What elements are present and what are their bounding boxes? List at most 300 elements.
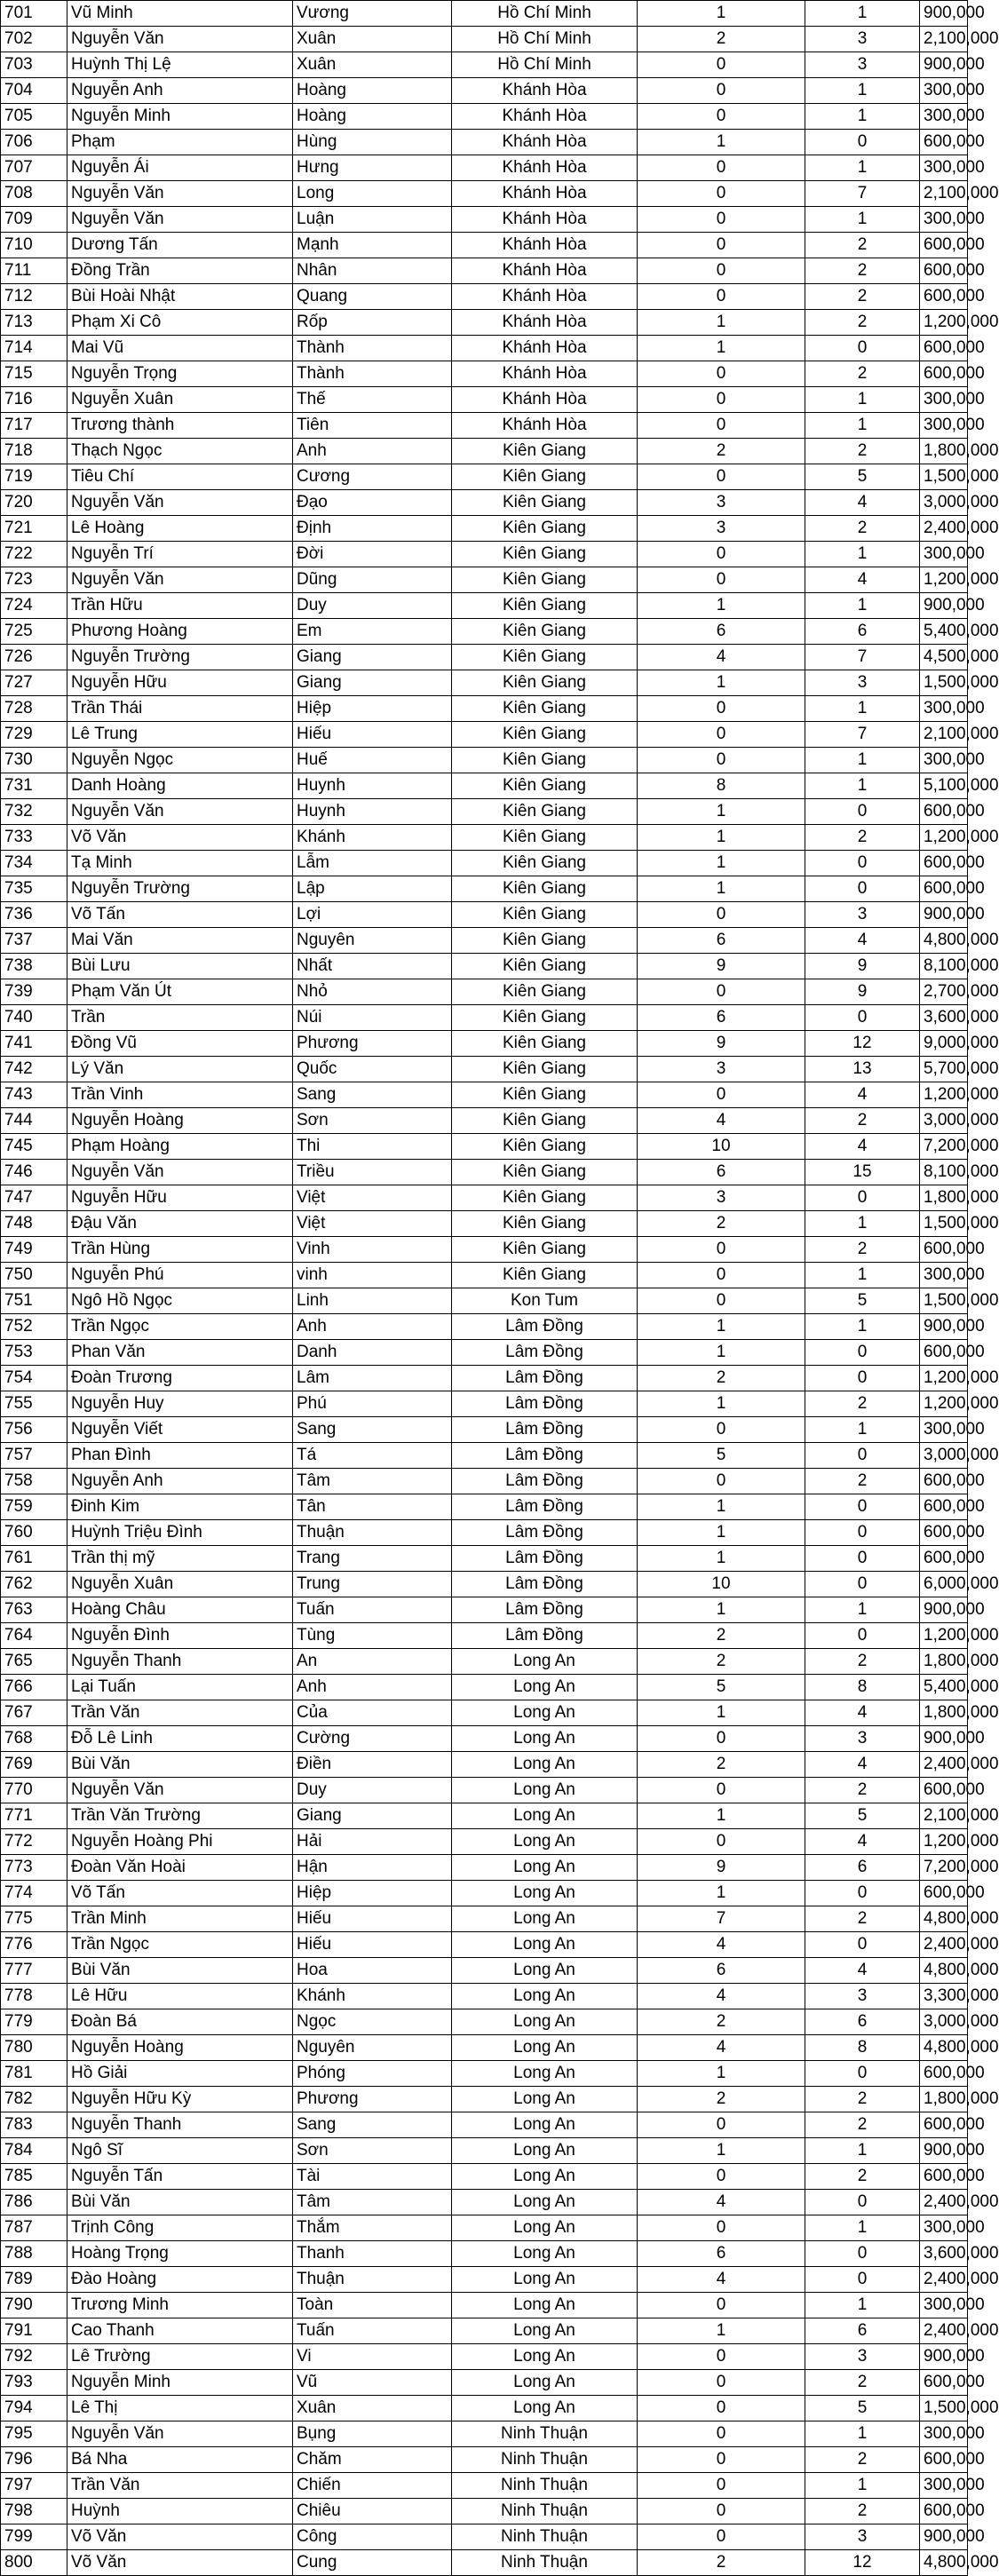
- cell-family-name: Ngô Sĩ: [67, 2138, 293, 2164]
- cell-count-a: 4: [638, 2035, 805, 2061]
- cell-count-a: 0: [638, 1082, 805, 1108]
- table-row: [1, 1752, 968, 1778]
- cell-province: Khánh Hòa: [452, 130, 638, 155]
- cell-given-name: Vinh: [293, 1237, 452, 1263]
- cell-province: Long An: [452, 1675, 638, 1700]
- cell-count-b: 2: [805, 516, 920, 542]
- cell-amount: 3,300,000: [920, 1984, 968, 2009]
- cell-family-name: Nguyễn Văn: [67, 799, 293, 825]
- cell-given-name: Cung: [293, 2550, 452, 2576]
- cell-province: Long An: [452, 2138, 638, 2164]
- cell-count-a: 0: [638, 2524, 805, 2550]
- cell-row-number: 712: [1, 284, 67, 310]
- table-row: [1, 876, 968, 902]
- cell-row-number: 727: [1, 670, 67, 696]
- cell-count-b: 0: [805, 2061, 920, 2087]
- cell-row-number: 731: [1, 773, 67, 799]
- cell-count-a: 0: [638, 2499, 805, 2524]
- table-row: [1, 2344, 968, 2370]
- cell-given-name: Thuận: [293, 2267, 452, 2293]
- cell-amount: 300,000: [920, 2421, 968, 2447]
- cell-given-name: Vi: [293, 2344, 452, 2370]
- cell-row-number: 752: [1, 1314, 67, 1340]
- cell-count-b: 6: [805, 1855, 920, 1881]
- cell-amount: 300,000: [920, 696, 968, 722]
- cell-count-a: 2: [638, 2009, 805, 2035]
- cell-given-name: Thành: [293, 336, 452, 361]
- cell-province: Lâm Đồng: [452, 1391, 638, 1417]
- cell-amount: 300,000: [920, 1417, 968, 1443]
- table-row: [1, 2164, 968, 2190]
- cell-province: Kiên Giang: [452, 1211, 638, 1237]
- table-row: [1, 104, 968, 130]
- table-row: [1, 619, 968, 645]
- cell-count-b: 1: [805, 155, 920, 181]
- cell-count-b: 0: [805, 1443, 920, 1469]
- cell-count-b: 1: [805, 78, 920, 104]
- cell-given-name: Vũ: [293, 2370, 452, 2396]
- cell-given-name: Xuân: [293, 2396, 452, 2421]
- cell-count-b: 8: [805, 1675, 920, 1700]
- cell-family-name: Bùi Văn: [67, 2190, 293, 2215]
- cell-given-name: Thuận: [293, 1520, 452, 1546]
- cell-given-name: Hoàng: [293, 104, 452, 130]
- cell-row-number: 781: [1, 2061, 67, 2087]
- cell-row-number: 762: [1, 1572, 67, 1597]
- table-row: [1, 1211, 968, 1237]
- cell-province: Ninh Thuận: [452, 2524, 638, 2550]
- cell-family-name: Mai Văn: [67, 928, 293, 954]
- cell-count-a: 4: [638, 2190, 805, 2215]
- cell-given-name: Hoàng: [293, 78, 452, 104]
- cell-count-b: 1: [805, 387, 920, 413]
- cell-row-number: 759: [1, 1494, 67, 1520]
- cell-row-number: 722: [1, 542, 67, 567]
- cell-province: Kiên Giang: [452, 954, 638, 979]
- cell-family-name: Huỳnh Thị Lệ: [67, 52, 293, 78]
- cell-row-number: 717: [1, 413, 67, 439]
- cell-row-number: 718: [1, 439, 67, 464]
- cell-amount: 600,000: [920, 1778, 968, 1803]
- cell-row-number: 702: [1, 27, 67, 52]
- cell-count-b: 2: [805, 2164, 920, 2190]
- cell-amount: 900,000: [920, 593, 968, 619]
- table-row: [1, 1597, 968, 1623]
- cell-row-number: 706: [1, 130, 67, 155]
- cell-count-a: 4: [638, 1984, 805, 2009]
- cell-amount: 1,200,000: [920, 1829, 968, 1855]
- cell-row-number: 713: [1, 310, 67, 336]
- cell-family-name: Hoàng Trọng: [67, 2241, 293, 2267]
- table-row: [1, 258, 968, 284]
- cell-count-b: 3: [805, 2524, 920, 2550]
- cell-amount: 300,000: [920, 387, 968, 413]
- cell-row-number: 711: [1, 258, 67, 284]
- table-row: [1, 2087, 968, 2112]
- cell-province: Long An: [452, 1906, 638, 1932]
- cell-province: Kiên Giang: [452, 1082, 638, 1108]
- cell-count-a: 0: [638, 722, 805, 748]
- cell-given-name: Em: [293, 619, 452, 645]
- table-row: [1, 1082, 968, 1108]
- cell-amount: 1,500,000: [920, 1211, 968, 1237]
- cell-count-a: 1: [638, 799, 805, 825]
- cell-given-name: Anh: [293, 1314, 452, 1340]
- table-row: [1, 1263, 968, 1288]
- table-row: [1, 773, 968, 799]
- cell-count-b: 0: [805, 1340, 920, 1366]
- cell-count-a: 0: [638, 1263, 805, 1288]
- cell-row-number: 791: [1, 2318, 67, 2344]
- cell-amount: 600,000: [920, 2370, 968, 2396]
- table-row: [1, 1572, 968, 1597]
- cell-count-a: 0: [638, 284, 805, 310]
- cell-province: Long An: [452, 2190, 638, 2215]
- cell-province: Kiên Giang: [452, 979, 638, 1005]
- cell-family-name: Nguyễn Thanh: [67, 2112, 293, 2138]
- cell-province: Long An: [452, 2215, 638, 2241]
- table-row: [1, 130, 968, 155]
- cell-count-a: 1: [638, 1, 805, 27]
- cell-family-name: Nguyễn Hữu: [67, 670, 293, 696]
- cell-province: Kiên Giang: [452, 670, 638, 696]
- cell-given-name: Rốp: [293, 310, 452, 336]
- cell-family-name: Dương Tấn: [67, 233, 293, 258]
- cell-province: Khánh Hòa: [452, 233, 638, 258]
- cell-row-number: 739: [1, 979, 67, 1005]
- cell-count-a: 4: [638, 1932, 805, 1958]
- cell-row-number: 796: [1, 2447, 67, 2473]
- table-row: [1, 1340, 968, 1366]
- cell-count-a: 0: [638, 2473, 805, 2499]
- cell-count-b: 7: [805, 181, 920, 207]
- cell-amount: 300,000: [920, 78, 968, 104]
- cell-family-name: Tạ Minh: [67, 851, 293, 876]
- table-row: [1, 902, 968, 928]
- cell-family-name: Hồ Giải: [67, 2061, 293, 2087]
- cell-family-name: Nguyễn Huy: [67, 1391, 293, 1417]
- cell-count-b: 2: [805, 284, 920, 310]
- cell-count-b: 0: [805, 1623, 920, 1649]
- cell-given-name: Quốc: [293, 1057, 452, 1082]
- table-row: [1, 593, 968, 619]
- cell-province: Lâm Đồng: [452, 1597, 638, 1623]
- cell-count-a: 2: [638, 439, 805, 464]
- cell-province: Long An: [452, 1700, 638, 1726]
- cell-amount: 600,000: [920, 1469, 968, 1494]
- cell-given-name: Sang: [293, 1417, 452, 1443]
- cell-amount: 600,000: [920, 1881, 968, 1906]
- cell-count-b: 4: [805, 490, 920, 516]
- cell-row-number: 785: [1, 2164, 67, 2190]
- cell-province: Ninh Thuận: [452, 2421, 638, 2447]
- cell-row-number: 772: [1, 1829, 67, 1855]
- cell-given-name: Dũng: [293, 567, 452, 593]
- cell-province: Khánh Hòa: [452, 207, 638, 233]
- cell-family-name: Trần Ngọc: [67, 1932, 293, 1958]
- cell-row-number: 799: [1, 2524, 67, 2550]
- cell-count-b: 4: [805, 1829, 920, 1855]
- cell-row-number: 770: [1, 1778, 67, 1803]
- cell-amount: 2,700,000: [920, 979, 968, 1005]
- cell-given-name: Sơn: [293, 1108, 452, 1134]
- cell-province: Ninh Thuận: [452, 2447, 638, 2473]
- cell-province: Long An: [452, 1932, 638, 1958]
- cell-province: Khánh Hòa: [452, 413, 638, 439]
- cell-count-b: 3: [805, 1726, 920, 1752]
- cell-count-b: 1: [805, 542, 920, 567]
- cell-province: Lâm Đồng: [452, 1520, 638, 1546]
- cell-amount: 3,000,000: [920, 1443, 968, 1469]
- cell-row-number: 746: [1, 1160, 67, 1185]
- cell-family-name: Lê Thị: [67, 2396, 293, 2421]
- cell-family-name: Tiêu Chí: [67, 464, 293, 490]
- cell-province: Khánh Hòa: [452, 336, 638, 361]
- cell-count-a: 3: [638, 516, 805, 542]
- cell-count-b: 2: [805, 2112, 920, 2138]
- table-row: [1, 825, 968, 851]
- cell-family-name: Trần Thái: [67, 696, 293, 722]
- cell-count-b: 0: [805, 2190, 920, 2215]
- cell-province: Khánh Hòa: [452, 104, 638, 130]
- cell-row-number: 769: [1, 1752, 67, 1778]
- cell-family-name: Nguyễn Văn: [67, 490, 293, 516]
- cell-province: Long An: [452, 1752, 638, 1778]
- cell-given-name: Hiếu: [293, 722, 452, 748]
- cell-row-number: 782: [1, 2087, 67, 2112]
- cell-count-b: 2: [805, 361, 920, 387]
- cell-count-b: 13: [805, 1057, 920, 1082]
- cell-count-b: 4: [805, 1752, 920, 1778]
- cell-amount: 600,000: [920, 2061, 968, 2087]
- cell-count-b: 4: [805, 1958, 920, 1984]
- cell-count-b: 1: [805, 773, 920, 799]
- cell-given-name: Toàn: [293, 2293, 452, 2318]
- cell-family-name: Võ Văn: [67, 825, 293, 851]
- cell-count-a: 9: [638, 1855, 805, 1881]
- table-row: [1, 2447, 968, 2473]
- cell-family-name: Nguyễn Hoàng: [67, 1108, 293, 1134]
- cell-row-number: 756: [1, 1417, 67, 1443]
- cell-count-a: 2: [638, 1211, 805, 1237]
- cell-row-number: 724: [1, 593, 67, 619]
- cell-family-name: Lê Hữu: [67, 1984, 293, 2009]
- cell-count-a: 0: [638, 1829, 805, 1855]
- cell-given-name: Duy: [293, 1778, 452, 1803]
- cell-province: Lâm Đồng: [452, 1314, 638, 1340]
- cell-row-number: 741: [1, 1031, 67, 1057]
- cell-given-name: Của: [293, 1700, 452, 1726]
- cell-family-name: Huỳnh Triệu Đình: [67, 1520, 293, 1546]
- cell-province: Long An: [452, 1829, 638, 1855]
- cell-count-b: 1: [805, 413, 920, 439]
- table-row: [1, 361, 968, 387]
- cell-count-b: 1: [805, 2215, 920, 2241]
- cell-given-name: Thành: [293, 361, 452, 387]
- cell-amount: 600,000: [920, 1340, 968, 1366]
- cell-count-b: 0: [805, 1366, 920, 1391]
- cell-count-b: 1: [805, 748, 920, 773]
- cell-count-a: 1: [638, 670, 805, 696]
- cell-given-name: Huynh: [293, 773, 452, 799]
- cell-row-number: 779: [1, 2009, 67, 2035]
- cell-count-a: 0: [638, 104, 805, 130]
- cell-family-name: Nguyễn Tấn: [67, 2164, 293, 2190]
- cell-count-b: 4: [805, 1134, 920, 1160]
- cell-amount: 300,000: [920, 2473, 968, 2499]
- cell-given-name: Trung: [293, 1572, 452, 1597]
- cell-count-a: 6: [638, 619, 805, 645]
- cell-row-number: 774: [1, 1881, 67, 1906]
- cell-amount: 4,800,000: [920, 1906, 968, 1932]
- table-row: [1, 928, 968, 954]
- cell-given-name: Núi: [293, 1005, 452, 1031]
- cell-row-number: 788: [1, 2241, 67, 2267]
- cell-row-number: 793: [1, 2370, 67, 2396]
- cell-family-name: Nguyễn Đình: [67, 1623, 293, 1649]
- cell-row-number: 707: [1, 155, 67, 181]
- cell-count-b: 6: [805, 2009, 920, 2035]
- cell-row-number: 775: [1, 1906, 67, 1932]
- cell-province: Lâm Đồng: [452, 1623, 638, 1649]
- cell-amount: 300,000: [920, 748, 968, 773]
- cell-given-name: Hoa: [293, 1958, 452, 1984]
- cell-count-a: 1: [638, 1700, 805, 1726]
- table-row: [1, 1649, 968, 1675]
- cell-family-name: Trần Văn: [67, 2473, 293, 2499]
- cell-family-name: Nguyễn Ngọc: [67, 748, 293, 773]
- table-row: [1, 1623, 968, 1649]
- cell-row-number: 728: [1, 696, 67, 722]
- table-row: [1, 1237, 968, 1263]
- cell-row-number: 748: [1, 1211, 67, 1237]
- cell-amount: 2,400,000: [920, 516, 968, 542]
- cell-province: Khánh Hòa: [452, 78, 638, 104]
- cell-amount: 7,200,000: [920, 1134, 968, 1160]
- table-row: [1, 2473, 968, 2499]
- cell-row-number: 755: [1, 1391, 67, 1417]
- cell-amount: 2,100,000: [920, 27, 968, 52]
- cell-province: Long An: [452, 2009, 638, 2035]
- cell-given-name: Chăm: [293, 2447, 452, 2473]
- cell-given-name: Phương: [293, 2087, 452, 2112]
- table-row: [1, 2215, 968, 2241]
- cell-family-name: Phương Hoàng: [67, 619, 293, 645]
- cell-given-name: Nguyên: [293, 928, 452, 954]
- cell-amount: 600,000: [920, 361, 968, 387]
- cell-count-b: 2: [805, 1108, 920, 1134]
- cell-count-a: 0: [638, 78, 805, 104]
- cell-count-a: 1: [638, 1494, 805, 1520]
- cell-count-a: 0: [638, 2164, 805, 2190]
- cell-amount: 300,000: [920, 413, 968, 439]
- cell-count-b: 12: [805, 2550, 920, 2576]
- cell-family-name: Danh Hoàng: [67, 773, 293, 799]
- cell-count-a: 0: [638, 2447, 805, 2473]
- cell-amount: 900,000: [920, 2344, 968, 2370]
- cell-given-name: Phương: [293, 1031, 452, 1057]
- cell-count-b: 7: [805, 645, 920, 670]
- cell-count-b: 2: [805, 825, 920, 851]
- cell-amount: 600,000: [920, 2447, 968, 2473]
- cell-row-number: 744: [1, 1108, 67, 1134]
- cell-count-b: 1: [805, 104, 920, 130]
- cell-row-number: 798: [1, 2499, 67, 2524]
- cell-family-name: Võ Văn: [67, 2550, 293, 2576]
- cell-province: Kiên Giang: [452, 1005, 638, 1031]
- table-row: [1, 1005, 968, 1031]
- cell-row-number: 723: [1, 567, 67, 593]
- cell-amount: 1,200,000: [920, 1391, 968, 1417]
- table-row: [1, 1700, 968, 1726]
- cell-family-name: Nguyễn Xuân: [67, 1572, 293, 1597]
- cell-amount: 4,500,000: [920, 645, 968, 670]
- cell-family-name: Võ Văn: [67, 2524, 293, 2550]
- cell-amount: 600,000: [920, 799, 968, 825]
- cell-amount: 600,000: [920, 876, 968, 902]
- cell-row-number: 710: [1, 233, 67, 258]
- cell-given-name: Trang: [293, 1546, 452, 1572]
- cell-province: Long An: [452, 2112, 638, 2138]
- cell-row-number: 794: [1, 2396, 67, 2421]
- cell-province: Kiên Giang: [452, 799, 638, 825]
- table-row: [1, 336, 968, 361]
- cell-count-a: 0: [638, 748, 805, 773]
- cell-count-b: 0: [805, 130, 920, 155]
- cell-row-number: 765: [1, 1649, 67, 1675]
- cell-family-name: Trần Văn Trường: [67, 1803, 293, 1829]
- cell-count-a: 1: [638, 593, 805, 619]
- cell-family-name: Trần Minh: [67, 1906, 293, 1932]
- cell-count-a: 7: [638, 1906, 805, 1932]
- cell-province: Long An: [452, 1958, 638, 1984]
- table-row: [1, 2421, 968, 2447]
- cell-family-name: Bùi Hoài Nhật: [67, 284, 293, 310]
- cell-count-a: 1: [638, 1340, 805, 1366]
- cell-count-a: 0: [638, 902, 805, 928]
- cell-amount: 3,600,000: [920, 1005, 968, 1031]
- cell-given-name: Lợi: [293, 902, 452, 928]
- cell-given-name: Chiêu: [293, 2499, 452, 2524]
- cell-amount: 2,100,000: [920, 1803, 968, 1829]
- cell-count-b: 15: [805, 1160, 920, 1185]
- cell-count-a: 2: [638, 1366, 805, 1391]
- cell-count-b: 2: [805, 1469, 920, 1494]
- cell-given-name: Lẫm: [293, 851, 452, 876]
- cell-province: Kiên Giang: [452, 876, 638, 902]
- cell-family-name: Trương Minh: [67, 2293, 293, 2318]
- cell-given-name: Lập: [293, 876, 452, 902]
- cell-count-b: 1: [805, 2473, 920, 2499]
- cell-family-name: Lý Văn: [67, 1057, 293, 1082]
- cell-given-name: Khánh: [293, 1984, 452, 2009]
- cell-given-name: Tiên: [293, 413, 452, 439]
- cell-amount: 8,100,000: [920, 954, 968, 979]
- cell-amount: 1,200,000: [920, 310, 968, 336]
- cell-given-name: Cương: [293, 464, 452, 490]
- cell-family-name: Nguyễn Viết: [67, 1417, 293, 1443]
- cell-family-name: Phan Đình: [67, 1443, 293, 1469]
- cell-family-name: Huỳnh: [67, 2499, 293, 2524]
- cell-count-b: 3: [805, 902, 920, 928]
- table-row: [1, 2035, 968, 2061]
- cell-row-number: 705: [1, 104, 67, 130]
- cell-given-name: Thanh: [293, 2241, 452, 2267]
- table-row: [1, 1391, 968, 1417]
- cell-province: Kiên Giang: [452, 1108, 638, 1134]
- cell-row-number: 736: [1, 902, 67, 928]
- cell-family-name: Đoàn Văn Hoài: [67, 1855, 293, 1881]
